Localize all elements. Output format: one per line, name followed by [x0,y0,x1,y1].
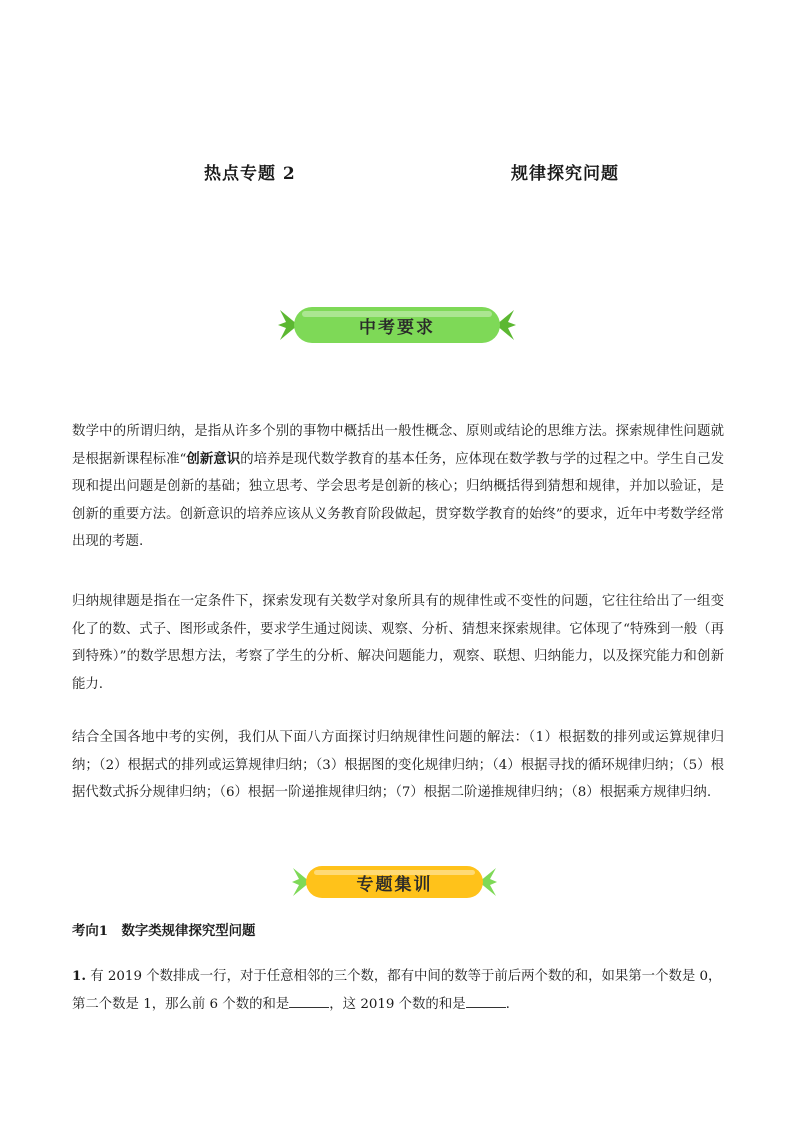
banner-exam-requirements-label: 中考要求 [359,317,435,338]
question-1-text-b: ，这 2019 个数的和是 [329,997,466,1012]
intro-paragraph-3: 结合全国各地中考的实例，我们从下面八方面探讨归纳规律性问题的解法：（1）根据数的排列或运算规律归纳；（2）根据式的排列或运算规律归纳；（3）根据图的变化规律归纳；（4）根据寻找的循环规律归纳；（5）根据代数式拆分规律归纳；（6）根据一阶递推规律归纳；（7）根据二阶递推规律归纳；（8）根据乘方规律归纳. [72,730,724,801]
banner-exam-requirements [278,304,516,346]
intro-p1-part-a: 数学中的所谓归纳，是指从许多个别的事物中概括出一般性概念、原则或结论的思维方法。探索规律性问题就是根据新课程标准“ [72,424,724,467]
intro-paragraph-2: 归纳规律题是指在一定条件下，探索发现有关数学对象所具有的规律性或不变性的问题，它往往给出了一组变化了的数、式子、图形或条件，要求学生通过阅读、观察、分析、猜想来探索规律。它体现了“特殊到一般（再到特殊）”的数学思想方法，考察了学生的分析、解决问题能力，观察、联想、归纳能力，以及探究能力和创新能力. [72,594,724,692]
answer-blank-1[interactable] [289,993,329,1008]
banner-topic-training [292,863,497,901]
section-heading: 考向1 数字类规律探究型问题 [72,923,256,939]
question-1-number: 1. [72,968,86,984]
question-1-text-a: 有 2019 个数排成一行，对于任意相邻的三个数，都有中间的数等于前后两个数的和，如果第一个数是 0，第二个数是 1，那么前 6 个数的和是 [72,969,722,1012]
banner-topic-training-label: 专题集训 [356,874,433,895]
intro-paragraph-1 [72,418,724,556]
doc-title-topic: 热点专题 2 [204,164,296,184]
question-1 [72,962,724,1019]
question-1-text-c: . [505,997,510,1012]
doc-title-subject: 规律探究问题 [511,164,619,184]
intro-p1-part-b: 的培养是现代数学教育的基本任务，应体现在数学教与学的过程之中。学生自己发现和提出问题是创新的基础；独立思考、学会思考是创新的核心；归纳概括得到猜想和规律，并加以验证，是创新的重要方法。创新意识的培养应该从义务教育阶段做起，贯穿数学教育的始终”的要求，近年中考数学经常出现的考题. [72,451,724,550]
intro-p1-bold: 创新意识 [186,450,241,467]
answer-blank-2[interactable] [466,993,506,1008]
